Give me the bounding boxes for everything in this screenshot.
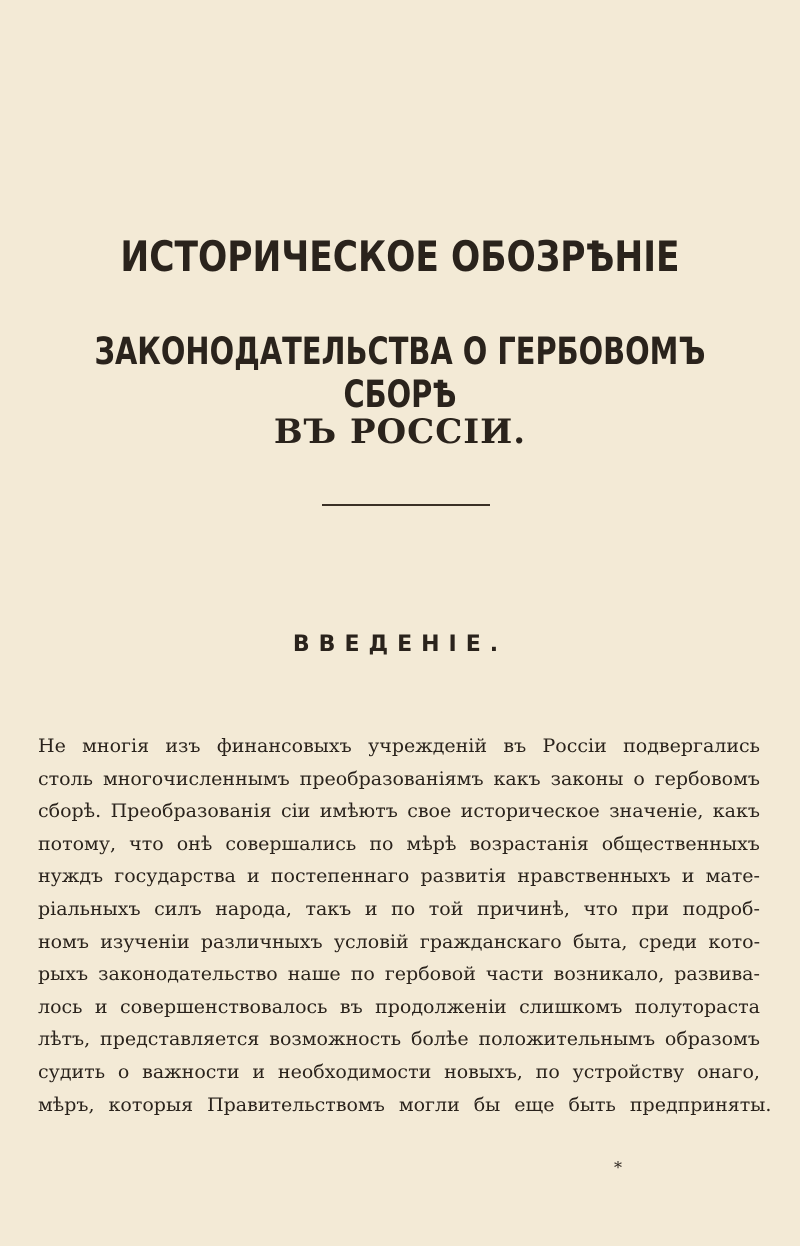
- body-line: судить о важности и необходимости новыхъ, по устройству онаго,: [38, 1060, 760, 1083]
- signature-mark: *: [614, 1158, 622, 1177]
- title-line-2: ЗАКОНОДАТЕЛЬСТВА О ГЕРБОВОМЪ СБОРѢ: [94, 330, 706, 416]
- body-line: нуждъ государства и постепеннаго развитія нравственныхъ и мате-: [38, 865, 760, 888]
- body-line: Не многія изъ финансовыхъ учрежденій въ Россіи подвергались: [38, 735, 760, 757]
- title-divider: [322, 504, 490, 506]
- body-line: лось и совершенствовалось въ продолженіи слишкомъ полутораста: [38, 995, 760, 1018]
- title-line-1: ИСТОРИЧЕСКОЕ ОБОЗРѢНІЕ: [120, 232, 680, 281]
- body-line-last: мѣръ, которыя Правительствомъ могли бы еще быть предприняты.: [38, 1093, 772, 1116]
- body-paragraph: [38, 730, 772, 1121]
- title-line-3: ВЪ РОССІИ.: [273, 412, 527, 452]
- body-line: лѣтъ, представляется возможность болѣе положительнымъ образомъ: [38, 1028, 760, 1051]
- body-line: столь многочисленнымъ преобразованіямъ какъ законы о гербовомъ: [38, 767, 760, 790]
- body-line: потому, что онѣ совершались по мѣрѣ возрастанія общественныхъ: [38, 832, 760, 855]
- body-line: сборѣ. Преобразованія сіи имѣютъ свое историческое значеніе, какъ: [38, 800, 760, 823]
- section-heading: ВВЕДЕНІЕ.: [292, 632, 508, 657]
- body-line: рыхъ законодательство наше по гербовой части возникало, развива-: [38, 963, 760, 986]
- body-line: ріальныхъ силъ народа, такъ и по той причинѣ, что при подроб-: [38, 897, 760, 920]
- body-line: номъ изученіи различныхъ условій гражданскаго быта, среди кото-: [38, 930, 760, 953]
